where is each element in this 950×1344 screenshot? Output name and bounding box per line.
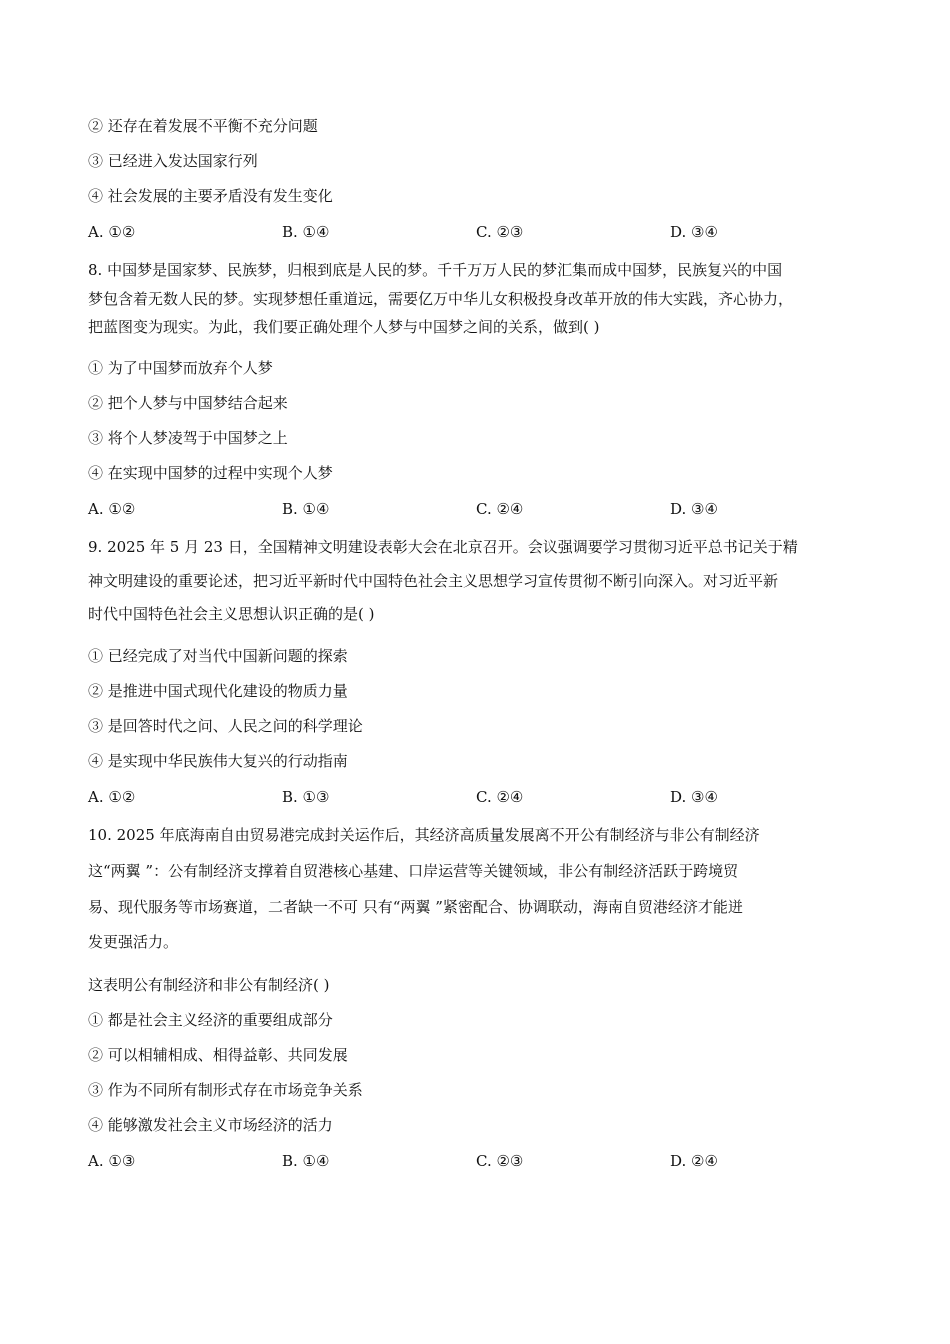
q8-stem-line-1: 8. 中国梦是国家梦、民族梦，归根到底是人民的梦。千千万万人民的梦汇集而成中国梦，民族复兴的中国	[88, 261, 783, 279]
q7-option-4: ④ 社会发展的主要矛盾没有发生变化	[88, 187, 333, 205]
q8-option-4: ④ 在实现中国梦的过程中实现个人梦	[88, 464, 333, 482]
q10-choice-d: D. ②④	[670, 1152, 718, 1170]
q9-choice-b: B. ①③	[282, 788, 330, 806]
q8-stem-line-3: 把蓝图变为现实。为此，我们要正确处理个人梦与中国梦之间的关系，做到( )	[88, 318, 600, 336]
q8-option-3: ③ 将个人梦凌驾于中国梦之上	[88, 429, 288, 447]
q10-stem-line-1: 10. 2025 年底海南自由贸易港完成封关运作后，其经济高质量发展离不开公有制经济与非公有制经济	[88, 826, 760, 844]
q7-choice-b: B. ①④	[282, 223, 330, 241]
q9-choice-a: A. ①②	[88, 788, 136, 806]
q8-choice-a: A. ①②	[88, 500, 136, 518]
q8-choice-b: B. ①④	[282, 500, 330, 518]
q10-choice-b: B. ①④	[282, 1152, 330, 1170]
q9-stem-line-1: 9. 2025 年 5 月 23 日，全国精神文明建设表彰大会在北京召开。会议强调要学习贯彻习近平总书记关于精	[88, 538, 798, 556]
q10-stem-line-4: 发更强活力。	[88, 933, 179, 951]
q9-stem-line-2: 神文明建设的重要论述，把习近平新时代中国特色社会主义思想学习宣传贯彻不断引向深入。对习近平新	[88, 572, 779, 590]
q10-stem-question: 这表明公有制经济和非公有制经济( )	[88, 976, 330, 994]
q10-choice-a: A. ①③	[88, 1152, 136, 1170]
q9-choice-d: D. ③④	[670, 788, 718, 806]
q7-choice-c: C. ②③	[476, 223, 524, 241]
q9-option-1: ① 已经完成了对当代中国新问题的探索	[88, 647, 348, 665]
q8-choice-c: C. ②④	[476, 500, 524, 518]
q10-stem-line-2: 这“两翼 ”：公有制经济支撑着自贸港核心基建、口岸运营等关键领域，非公有制经济活跃于跨境贸	[88, 862, 739, 880]
q8-choice-d: D. ③④	[670, 500, 718, 518]
q8-stem-line-2: 梦包含着无数人民的梦。实现梦想任重道远，需要亿万中华儿女积极投身改革开放的伟大实践，齐心协力，	[88, 290, 794, 308]
q7-option-3: ③ 已经进入发达国家行列	[88, 152, 258, 170]
q9-choice-c: C. ②④	[476, 788, 524, 806]
q7-choice-d: D. ③④	[670, 223, 718, 241]
q8-option-1: ① 为了中国梦而放弃个人梦	[88, 359, 273, 377]
q9-option-4: ④ 是实现中华民族伟大复兴的行动指南	[88, 752, 348, 770]
q10-stem-line-3: 易、现代服务等市场赛道，二者缺一不可 只有“两翼 ”紧密配合、协调联动，海南自贸港经济才能迸	[88, 898, 743, 916]
q10-choice-c: C. ②③	[476, 1152, 524, 1170]
q8-option-2: ② 把个人梦与中国梦结合起来	[88, 394, 288, 412]
q9-option-2: ② 是推进中国式现代化建设的物质力量	[88, 682, 348, 700]
q7-choice-a: A. ①②	[88, 223, 136, 241]
q7-option-2: ② 还存在着发展不平衡不充分问题	[88, 117, 318, 135]
q9-option-3: ③ 是回答时代之问、人民之问的科学理论	[88, 717, 363, 735]
q10-option-4: ④ 能够激发社会主义市场经济的活力	[88, 1116, 333, 1134]
q10-option-2: ② 可以相辅相成、相得益彰、共同发展	[88, 1046, 348, 1064]
q10-option-3: ③ 作为不同所有制形式存在市场竞争关系	[88, 1081, 363, 1099]
q10-option-1: ① 都是社会主义经济的重要组成部分	[88, 1011, 333, 1029]
q9-stem-line-3: 时代中国特色社会主义思想认识正确的是( )	[88, 605, 375, 623]
